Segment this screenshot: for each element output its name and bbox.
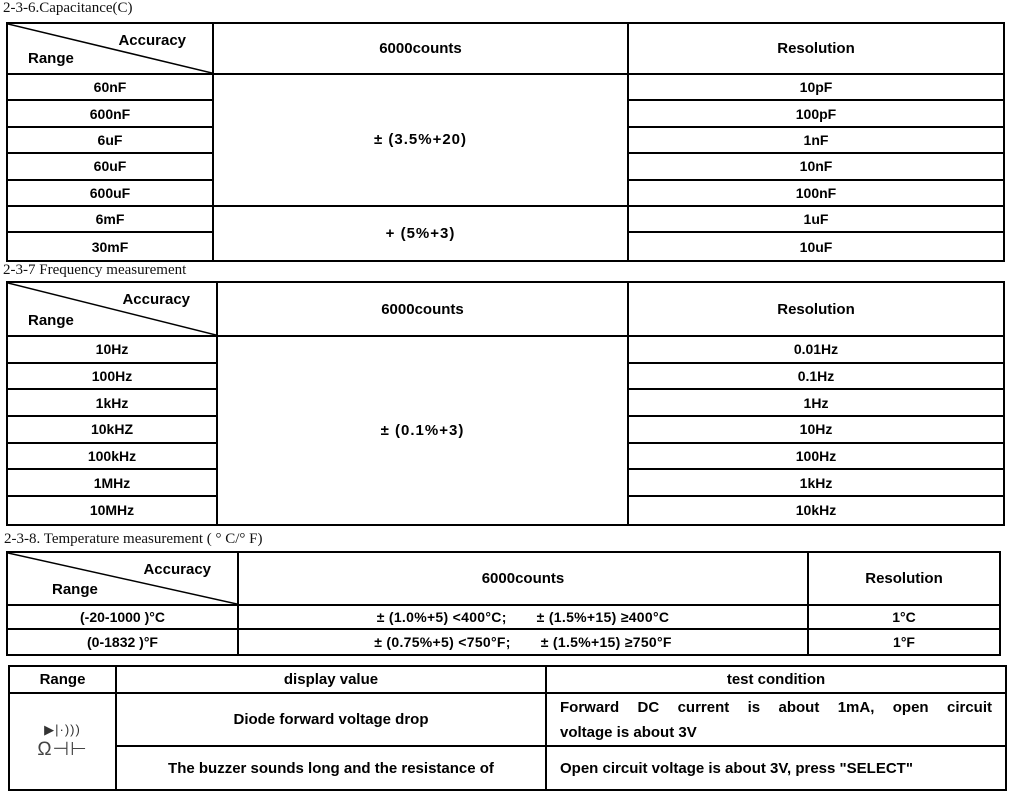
diode-buzzer-icon: ▶|·)))	[44, 721, 81, 737]
accuracy-cell	[239, 606, 809, 630]
range-cell: 600uF	[8, 181, 214, 207]
accuracy-low-segment: ± (0.75%+5) <750°F;	[374, 634, 511, 650]
resistance-capacitance-icon: Ω⊣⊢	[37, 738, 88, 760]
display-value-cell: Diode forward voltage drop	[117, 694, 547, 747]
range-cell: 1MHz	[8, 470, 218, 497]
resolution-cell: 1°C	[809, 606, 999, 630]
frequency-table	[6, 281, 1005, 526]
resolution-cell: 100pF	[629, 101, 1003, 127]
range-cell: 30mF	[8, 233, 214, 259]
accuracy-cell: ± (0.1%+3)	[218, 337, 629, 524]
resolution-cell: 10pF	[629, 75, 1003, 101]
accuracy-high-segment: ± (1.5%+15) ≥750°F	[540, 634, 672, 650]
corner-accuracy-label: Accuracy	[122, 291, 190, 308]
resolution-cell: 10Hz	[629, 417, 1003, 444]
capacitance-table	[6, 22, 1005, 262]
range-cell: 10kHZ	[8, 417, 218, 444]
resolution-cell: 1kHz	[629, 470, 1003, 497]
resolution-cell: 10nF	[629, 154, 1003, 180]
resolution-cell: 10kHz	[795, 502, 837, 519]
resolution-header-cell: Resolution	[809, 553, 999, 606]
corner-header-cell	[8, 24, 214, 75]
counts-header-cell: 6000counts	[218, 283, 629, 337]
range-cell: 100Hz	[8, 364, 218, 391]
corner-range-label: Range	[28, 50, 74, 67]
resolution-cell: 1uF	[629, 207, 1003, 233]
corner-range-label: Range	[28, 312, 74, 329]
accuracy-cell	[239, 630, 809, 654]
section-heading-capacitance: 2-3-6.Capacitance(C)	[3, 0, 133, 16]
range-cell: 1kHz	[8, 390, 218, 417]
test-condition-line: voltage is about 3V	[560, 723, 697, 741]
counts-header-cell: 6000counts	[239, 553, 809, 606]
test-condition-header-cell: test condition	[547, 667, 1005, 694]
corner-header-cell	[8, 553, 239, 606]
corner-header-cell	[8, 283, 218, 337]
accuracy-low-segment: ± (1.0%+5) <400°C;	[376, 609, 507, 625]
range-cell: 10Hz	[8, 337, 218, 364]
resolution-cell: 10uF	[799, 238, 833, 255]
range-header-cell: Range	[10, 667, 117, 694]
resolution-cell: 1Hz	[629, 390, 1003, 417]
range-cell: 10MHz	[8, 497, 218, 524]
counts-header-cell: 6000counts	[214, 24, 629, 75]
range-symbol-cell	[10, 694, 117, 789]
resolution-cell: 0.01Hz	[629, 337, 1003, 364]
resolution-cell: 100nF	[629, 181, 1003, 207]
resolution-cell: 0.1Hz	[629, 364, 1003, 391]
accuracy-high-segment: ± (1.5%+15) ≥400°C	[536, 609, 670, 625]
range-cell: 60uF	[8, 154, 214, 180]
range-cell: (-20-1000 )°C	[8, 606, 239, 630]
test-condition-line: Forward DC current is about 1mA, open circuit	[560, 698, 992, 716]
range-cell: 6uF	[8, 128, 214, 154]
resolution-header-cell: Resolution	[629, 24, 1003, 75]
resolution-cell: 100Hz	[629, 444, 1003, 471]
corner-range-label: Range	[52, 581, 98, 598]
accuracy-cell: + (5%+3)	[214, 207, 629, 260]
diode-buzzer-table	[8, 665, 1007, 791]
resolution-header-cell: Resolution	[629, 283, 1003, 337]
resolution-cell: 1nF	[629, 128, 1003, 154]
corner-accuracy-label: Accuracy	[143, 561, 211, 578]
range-cell: (0-1832 )°F	[8, 630, 239, 654]
display-value-cell: The buzzer sounds long and the resistance of	[117, 747, 547, 789]
temperature-table	[6, 551, 1001, 656]
test-condition-cell	[547, 747, 1005, 789]
corner-accuracy-label: Accuracy	[118, 32, 186, 49]
range-cell: 60nF	[8, 75, 214, 101]
range-cell: 600nF	[8, 101, 214, 127]
display-value-header-cell: display value	[117, 667, 547, 694]
section-heading-temperature: 2-3-8. Temperature measurement ( ° C/° F)	[4, 531, 263, 547]
test-condition-cell	[547, 694, 1005, 747]
range-cell: 100kHz	[8, 444, 218, 471]
section-heading-frequency: 2-3-7 Frequency measurement	[3, 262, 187, 278]
resolution-cell: 1°F	[893, 634, 915, 650]
test-condition-line: Open circuit voltage is about 3V, press "SELECT"	[560, 759, 913, 777]
accuracy-cell: ± (3.5%+20)	[214, 75, 629, 207]
range-cell: 6mF	[8, 207, 214, 233]
